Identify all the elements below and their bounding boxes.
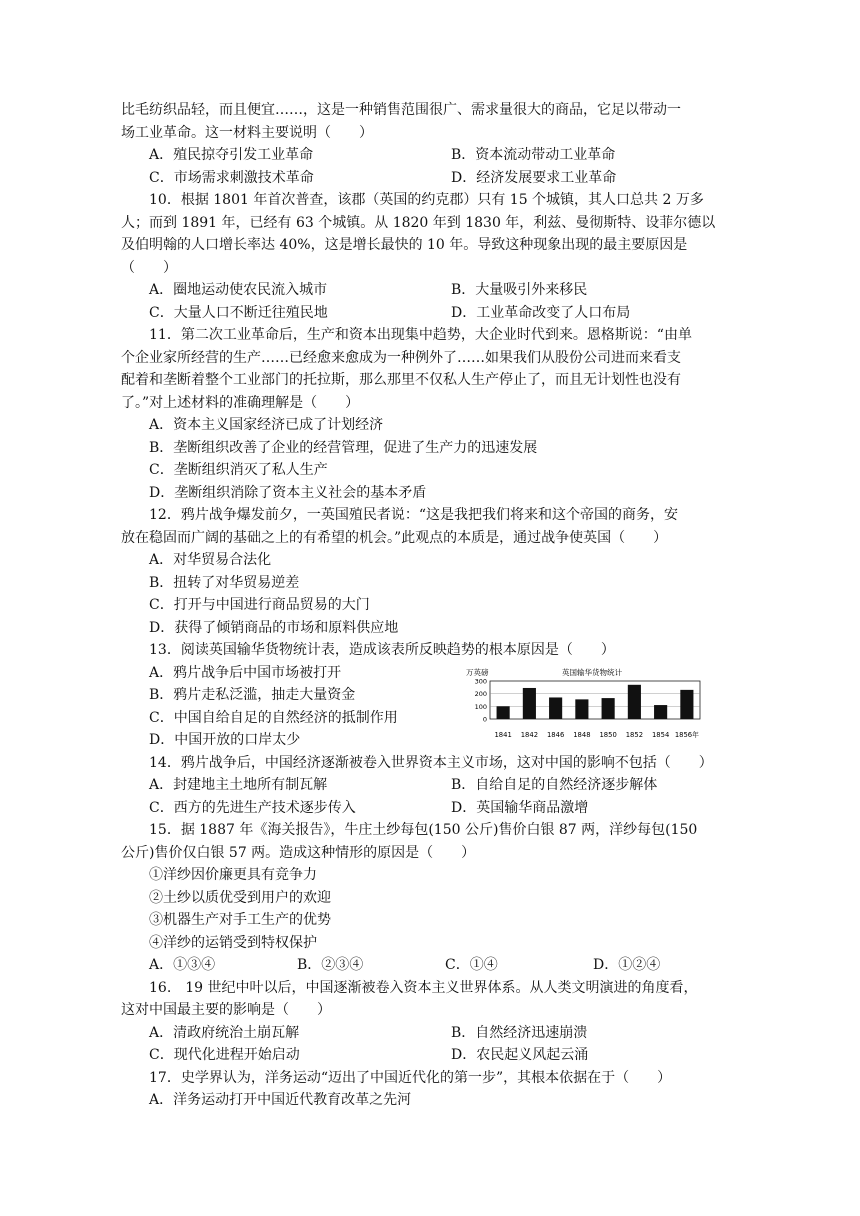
chart-x-tick-label: 1856年 — [674, 730, 699, 739]
q10-text-line-1: 10．根据 1801 年首次普查，该郡（英国的约克郡）只有 15 个城镇，其人口总共 2 万多 — [149, 192, 704, 208]
q16-option-a: A．清政府统治土崩瓦解 — [149, 1024, 300, 1041]
q11-option-b: B．垄断组织改善了企业的经营管理，促进了生产力的迅速发展 — [149, 439, 538, 456]
q16-text-line-1: 16. 19 世纪中叶以后，中国逐渐被卷入资本主义世界体系。从人类文明演进的角度看， — [149, 979, 698, 996]
q16-option-b: B．自然经济迅速崩溃 — [451, 1024, 588, 1041]
chart-y-tick-label: 100 — [474, 702, 487, 711]
q11-text-line-2: 个企业家所经营的生产……已经愈来愈成为一种例外了……如果我们从股份公司进而来看支 — [121, 349, 681, 366]
q15-text-line-2: 公斤)售价仅白银 57 两。造成这种情形的原因是（ ） — [121, 844, 476, 861]
trade-bar-chart — [464, 665, 704, 745]
chart-bar — [654, 705, 667, 719]
q11-text-line-1: 11．第二次工业革命后，生产和资本出现集中趋势，大企业时代到来。恩格斯说：“由单 — [149, 327, 692, 343]
q15-options-row — [121, 954, 741, 977]
q11-option-d: D．垄断组织消除了资本主义社会的基本矛盾 — [149, 484, 427, 501]
q15-statement-1: ①洋纱因价廉更具有竞争力 — [149, 867, 317, 883]
q10-option-c: C．大量人口不断迁往殖民地 — [149, 304, 328, 321]
q14-option-c: C．西方的先进生产技术逐步传入 — [149, 799, 356, 816]
q16-options-row-2 — [121, 1044, 741, 1067]
q14-text-line-1: 14．鸦片战争后，中国经济逐渐被卷入世界资本主义市场，这对中国的影响不包括（ ） — [149, 754, 713, 771]
q11-text-line-3: 配着和垄断着整个工业部门的托拉斯，那么那里不仅私人生产停止了，而且无计划性也没有 — [121, 372, 681, 388]
q14-option-d: D．英国输华商品激增 — [451, 799, 589, 816]
q15-statement-3: ③机器生产对手工生产的优势 — [149, 912, 331, 928]
q10-option-d: D．工业革命改变了人口布局 — [451, 304, 631, 321]
q9-option-b: B．资本流动带动工业革命 — [451, 147, 616, 163]
q10-options-row-1 — [121, 279, 741, 302]
q11-text-line-4: 了。”对上述材料的准确理解是（ ） — [121, 394, 360, 411]
q10-option-b: B．大量吸引外来移民 — [451, 282, 588, 298]
q16-options-row-1 — [121, 1022, 741, 1045]
q9-text-line-1: 比毛纺织品轻，而且便宜……，这是一种销售范围很广、需求量很大的商品，它足以带动一 — [121, 102, 681, 118]
q10-options-row-2 — [121, 302, 741, 325]
chart-x-tick-label: 1854 — [651, 730, 670, 739]
q10-option-a: A．圈地运动使农民流入城市 — [149, 282, 328, 298]
chart-x-tick-label: 1842 — [520, 730, 539, 739]
chart-y-tick-label: 300 — [474, 677, 487, 685]
chart-bar — [628, 684, 641, 718]
chart-plot-frame — [490, 681, 700, 719]
q13-option-c: C．中国自给自足的自然经济的抵制作用 — [149, 709, 398, 726]
q12-option-d: D．获得了倾销商品的市场和原料供应地 — [149, 619, 399, 636]
q15-statement-4: ④洋纱的运销受到特权保护 — [149, 934, 317, 951]
chart-x-tick-label: 1846 — [546, 730, 565, 739]
q17-text-line-1: 17．史学界认为，洋务运动“迈出了中国近代化的第一步”，其根本依据在于（ ） — [149, 1069, 672, 1086]
q11-option-a: A．资本主义国家经济已成了计划经济 — [149, 417, 384, 433]
q9-text-line-2: 场工业革命。这一材料主要说明（ ） — [121, 124, 373, 141]
q14-option-a: A．封建地主土地所有制瓦解 — [149, 777, 328, 793]
chart-x-tick-label: 1852 — [625, 730, 644, 739]
q15-option-b: B．②③④ — [297, 957, 364, 973]
q12-text-line-2: 放在稳固而广阔的基础之上的有希望的机会。”此观点的本质是，通过战争使英国（ ） — [121, 529, 668, 546]
chart-bar — [575, 699, 588, 719]
q14-options-row-2 — [121, 797, 741, 820]
q10-text-line-3: 及伯明翰的人口增长率达 40%，这是增长最快的 10 年。导致这种现象出现的最主要原因是 — [121, 237, 688, 253]
chart-bar — [680, 689, 693, 718]
q15-option-d: D．①②④ — [593, 957, 661, 973]
q16-option-c: C．现代化进程开始启动 — [149, 1047, 300, 1063]
q17-option-a: A．洋务运动打开中国近代教育改革之先河 — [149, 1092, 412, 1108]
q9-option-c: C．市场需求刺激技术革命 — [149, 169, 314, 186]
q16-text-line-2: 这对中国最主要的影响是（ ） — [121, 1002, 331, 1018]
q12-option-a: A．对华贸易合法化 — [149, 552, 272, 568]
chart-y-axis-label: 万英磅 — [466, 667, 489, 677]
q13-option-d: D．中国开放的口岸太少 — [149, 732, 301, 748]
q16-option-d: D．农民起义风起云涌 — [451, 1047, 589, 1063]
q9-options-row-1 — [121, 144, 741, 167]
chart-bar — [602, 698, 615, 719]
q13-text-line-1: 13．阅读英国输华货物统计表，造成该表所反映趋势的根本原因是（ ） — [149, 642, 615, 658]
q9-option-a: A．殖民掠夺引发工业革命 — [149, 147, 314, 163]
chart-x-tick-label: 1848 — [573, 730, 591, 739]
q15-option-a: A．①③④ — [149, 957, 216, 973]
q12-option-b: B．扭转了对华贸易逆差 — [149, 574, 300, 591]
q10-text-line-4: （ ） — [121, 259, 177, 276]
q14-option-b: B．自给自足的自然经济逐步解体 — [451, 777, 658, 793]
q9-options-row-2 — [121, 167, 741, 190]
chart-x-tick-label: 1841 — [494, 730, 512, 739]
chart-y-tick-label: 200 — [474, 689, 487, 698]
q15-text-line-1: 15．据 1887 年《海关报告》，牛庄土纱每包(150 公斤)售价白银 87 两，洋纱每包(150 — [149, 822, 698, 838]
chart-x-tick-label: 1850 — [599, 730, 617, 739]
q13-option-b: B．鸦片走私泛滥，抽走大量资金 — [149, 687, 356, 703]
chart-bar — [497, 706, 510, 719]
q11-option-c: C．垄断组织消灭了私人生产 — [149, 462, 328, 478]
chart-y-tick-label: 0 — [482, 715, 487, 723]
q13-block — [121, 662, 741, 752]
q9-option-d: D．经济发展要求工业革命 — [451, 169, 617, 186]
chart-bar — [549, 697, 562, 719]
exam-page — [121, 99, 741, 1112]
chart-title: 英国输华货物统计 — [562, 667, 622, 677]
q12-option-c: C．打开与中国进行商品贸易的大门 — [149, 597, 370, 613]
q14-options-row-1 — [121, 774, 741, 797]
q12-text-line-1: 12．鸦片战争爆发前夕，一英国殖民者说：“这是我把我们将来和这个帝国的商务，安 — [149, 507, 678, 523]
q13-option-a: A．鸦片战争后中国市场被打开 — [149, 664, 342, 681]
q15-option-c: C．①④ — [445, 957, 498, 973]
chart-bar — [523, 687, 536, 718]
q10-text-line-2: 人；而到 1891 年，已经有 63 个城镇。从 1820 年到 1830 年，利兹、曼彻斯特、设菲尔德以 — [121, 214, 716, 231]
q15-statement-2: ②土纱以质优受到用户的欢迎 — [149, 889, 331, 906]
